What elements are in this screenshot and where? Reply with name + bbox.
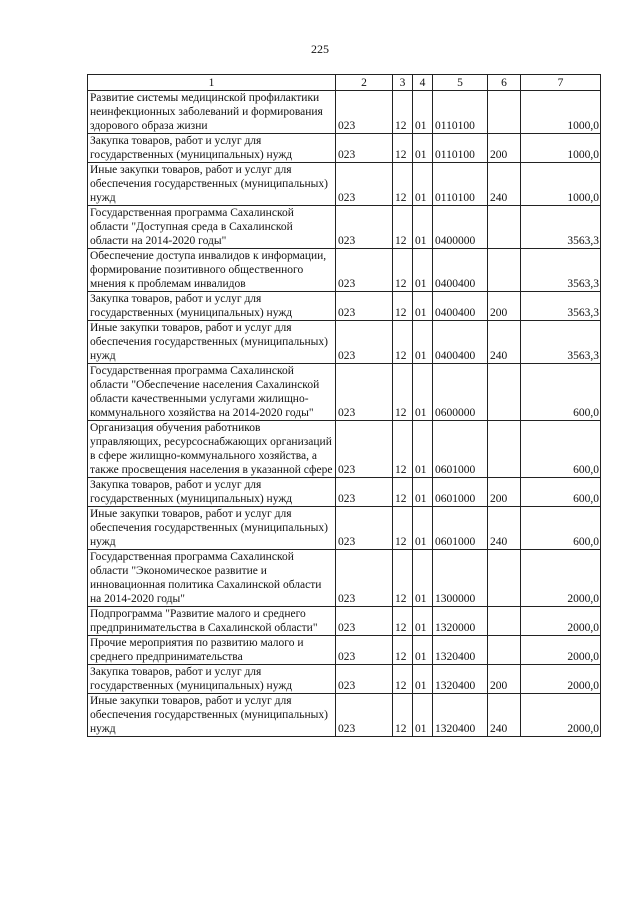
section-cell: 12 <box>393 665 413 694</box>
subsection-cell: 01 <box>413 364 433 421</box>
subsection-cell: 01 <box>413 421 433 478</box>
section-cell: 12 <box>393 636 413 665</box>
section-cell: 12 <box>393 364 413 421</box>
expense-type-cell: 200 <box>488 292 521 321</box>
row-name-cell: Иные закупки товаров, работ и услуг для обеспечения государственных (муниципальных) нужд <box>88 507 336 550</box>
section-cell: 12 <box>393 206 413 249</box>
subsection-cell: 01 <box>413 321 433 364</box>
target-article-cell: 1320000 <box>433 607 488 636</box>
table-row <box>88 607 601 636</box>
row-name-cell: Закупка товаров, работ и услуг для государственных (муниципальных) нужд <box>88 665 336 694</box>
admin-code-cell: 023 <box>336 665 393 694</box>
admin-code-cell: 023 <box>336 607 393 636</box>
admin-code-cell: 023 <box>336 91 393 134</box>
amount-cell: 3563,3 <box>521 206 601 249</box>
header-cell: 4 <box>413 75 433 91</box>
target-article-cell: 0400400 <box>433 249 488 292</box>
section-cell: 12 <box>393 694 413 737</box>
admin-code-cell: 023 <box>336 134 393 163</box>
section-cell: 12 <box>393 249 413 292</box>
admin-code-cell: 023 <box>336 507 393 550</box>
expense-type-cell: 240 <box>488 321 521 364</box>
target-article-cell: 1300000 <box>433 550 488 607</box>
subsection-cell: 01 <box>413 478 433 507</box>
target-article-cell: 0400400 <box>433 292 488 321</box>
target-article-cell: 0110100 <box>433 91 488 134</box>
budget-table <box>87 74 601 737</box>
expense-type-cell: 200 <box>488 665 521 694</box>
target-article-cell: 0601000 <box>433 507 488 550</box>
table-row <box>88 321 601 364</box>
target-article-cell: 0110100 <box>433 134 488 163</box>
row-name-cell: Иные закупки товаров, работ и услуг для обеспечения государственных (муниципальных) нужд <box>88 694 336 737</box>
row-name-cell: Закупка товаров, работ и услуг для государственных (муниципальных) нужд <box>88 478 336 507</box>
amount-cell: 1000,0 <box>521 163 601 206</box>
subsection-cell: 01 <box>413 694 433 737</box>
amount-cell: 2000,0 <box>521 550 601 607</box>
amount-cell: 3563,3 <box>521 249 601 292</box>
row-name-cell: Развитие системы медицинской профилактики неинфекционных заболеваний и формирования здорового образа жизни <box>88 91 336 134</box>
expense-type-cell: 200 <box>488 134 521 163</box>
subsection-cell: 01 <box>413 206 433 249</box>
section-cell: 12 <box>393 607 413 636</box>
table-row <box>88 364 601 421</box>
header-cell: 3 <box>393 75 413 91</box>
admin-code-cell: 023 <box>336 550 393 607</box>
header-cell: 5 <box>433 75 488 91</box>
amount-cell: 2000,0 <box>521 665 601 694</box>
subsection-cell: 01 <box>413 91 433 134</box>
admin-code-cell: 023 <box>336 292 393 321</box>
header-cell: 1 <box>88 75 336 91</box>
section-cell: 12 <box>393 91 413 134</box>
row-name-cell: Иные закупки товаров, работ и услуг для обеспечения государственных (муниципальных) нужд <box>88 163 336 206</box>
header-cell: 2 <box>336 75 393 91</box>
target-article-cell: 0601000 <box>433 478 488 507</box>
target-article-cell: 0110100 <box>433 163 488 206</box>
table-row <box>88 206 601 249</box>
subsection-cell: 01 <box>413 607 433 636</box>
target-article-cell: 0601000 <box>433 421 488 478</box>
row-name-cell: Государственная программа Сахалинской области "Доступная среда в Сахалинской области на 2014-2020 годы" <box>88 206 336 249</box>
admin-code-cell: 023 <box>336 636 393 665</box>
amount-cell: 2000,0 <box>521 636 601 665</box>
expense-type-cell <box>488 91 521 134</box>
expense-type-cell: 200 <box>488 478 521 507</box>
subsection-cell: 01 <box>413 292 433 321</box>
admin-code-cell: 023 <box>336 206 393 249</box>
amount-cell: 3563,3 <box>521 292 601 321</box>
subsection-cell: 01 <box>413 665 433 694</box>
table-row <box>88 507 601 550</box>
admin-code-cell: 023 <box>336 321 393 364</box>
section-cell: 12 <box>393 421 413 478</box>
table-row <box>88 421 601 478</box>
table-row <box>88 163 601 206</box>
row-name-cell: Обеспечение доступа инвалидов к информации, формирование позитивного общественного мнения к проблемам инвалидов <box>88 249 336 292</box>
row-name-cell: Подпрограмма "Развитие малого и среднего предпринимательства в Сахалинской области" <box>88 607 336 636</box>
amount-cell: 2000,0 <box>521 607 601 636</box>
amount-cell: 2000,0 <box>521 694 601 737</box>
admin-code-cell: 023 <box>336 163 393 206</box>
table-row <box>88 292 601 321</box>
row-name-cell: Организация обучения работников управляющих, ресурсоснабжающих организаций в сфере жилищно-коммунального хозяйства, а также просвещения населения в указанной сфере <box>88 421 336 478</box>
subsection-cell: 01 <box>413 163 433 206</box>
section-cell: 12 <box>393 478 413 507</box>
subsection-cell: 01 <box>413 249 433 292</box>
amount-cell: 3563,3 <box>521 321 601 364</box>
expense-type-cell <box>488 550 521 607</box>
table-row <box>88 249 601 292</box>
target-article-cell: 0600000 <box>433 364 488 421</box>
row-name-cell: Государственная программа Сахалинской области "Обеспечение населения Сахалинской области качественными услугами жилищно-коммунального хозяйства на 2014-2020 годы" <box>88 364 336 421</box>
section-cell: 12 <box>393 134 413 163</box>
table-row <box>88 91 601 134</box>
row-name-cell: Иные закупки товаров, работ и услуг для обеспечения государственных (муниципальных) нужд <box>88 321 336 364</box>
expense-type-cell <box>488 636 521 665</box>
subsection-cell: 01 <box>413 636 433 665</box>
table-row <box>88 478 601 507</box>
expense-type-cell: 240 <box>488 163 521 206</box>
expense-type-cell <box>488 421 521 478</box>
target-article-cell: 0400000 <box>433 206 488 249</box>
row-name-cell: Государственная программа Сахалинской области "Экономическое развитие и инновационная политика Сахалинской области на 2014-2020 годы" <box>88 550 336 607</box>
table-row <box>88 665 601 694</box>
target-article-cell: 1320400 <box>433 665 488 694</box>
section-cell: 12 <box>393 550 413 607</box>
header-cell: 6 <box>488 75 521 91</box>
row-name-cell: Закупка товаров, работ и услуг для государственных (муниципальных) нужд <box>88 292 336 321</box>
subsection-cell: 01 <box>413 550 433 607</box>
admin-code-cell: 023 <box>336 421 393 478</box>
target-article-cell: 0400400 <box>433 321 488 364</box>
amount-cell: 600,0 <box>521 364 601 421</box>
table-row <box>88 550 601 607</box>
expense-type-cell: 240 <box>488 507 521 550</box>
expense-type-cell <box>488 206 521 249</box>
amount-cell: 600,0 <box>521 507 601 550</box>
row-name-cell: Прочие мероприятия по развитию малого и среднего предпринимательства <box>88 636 336 665</box>
expense-type-cell <box>488 607 521 636</box>
page-number: 225 <box>311 42 329 56</box>
subsection-cell: 01 <box>413 134 433 163</box>
header-row <box>88 75 601 91</box>
amount-cell: 600,0 <box>521 421 601 478</box>
header-cell: 7 <box>521 75 601 91</box>
section-cell: 12 <box>393 292 413 321</box>
row-name-cell: Закупка товаров, работ и услуг для государственных (муниципальных) нужд <box>88 134 336 163</box>
amount-cell: 600,0 <box>521 478 601 507</box>
amount-cell: 1000,0 <box>521 134 601 163</box>
table-row <box>88 694 601 737</box>
admin-code-cell: 023 <box>336 694 393 737</box>
admin-code-cell: 023 <box>336 249 393 292</box>
admin-code-cell: 023 <box>336 478 393 507</box>
target-article-cell: 1320400 <box>433 636 488 665</box>
amount-cell: 1000,0 <box>521 91 601 134</box>
section-cell: 12 <box>393 163 413 206</box>
table-row <box>88 636 601 665</box>
expense-type-cell <box>488 364 521 421</box>
expense-type-cell: 240 <box>488 694 521 737</box>
section-cell: 12 <box>393 321 413 364</box>
target-article-cell: 1320400 <box>433 694 488 737</box>
section-cell: 12 <box>393 507 413 550</box>
subsection-cell: 01 <box>413 507 433 550</box>
admin-code-cell: 023 <box>336 364 393 421</box>
table-row <box>88 134 601 163</box>
expense-type-cell <box>488 249 521 292</box>
